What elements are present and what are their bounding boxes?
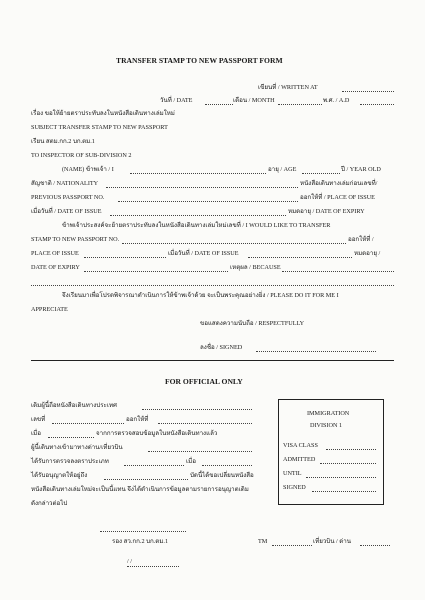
official-line-5-field[interactable]	[124, 465, 184, 466]
new-date-of-issue-label: เมื่อวันที่ / DATE OF ISSUE	[168, 250, 239, 257]
date-label: วันที่ / DATE	[160, 97, 193, 104]
official-line-7: หนังสือเดินทางเล่มใหม่จะเป็นนี้แทน จึงได้ดำเนินการข้อมูลตามรายการอนุญาตเดิม	[31, 486, 249, 493]
date-field[interactable]	[205, 104, 233, 105]
new-passport-issued-at-label: ออกให้ที่ /	[348, 236, 374, 243]
official-line-4-field[interactable]	[148, 451, 252, 452]
official-line-5-when: เมื่อ	[186, 458, 196, 465]
until-label: UNTIL	[283, 470, 302, 477]
new-expiry-thai-label: หมดอายุ /	[354, 250, 381, 257]
previous-passport-thai-label: หนังสือเดินทางเล่มก่อนเลขที่/	[300, 180, 378, 187]
subject-thai: เรื่อง ขอให้ย้ายตราประทับลงในหนังสือเดินทางเล่มใหม่	[31, 110, 175, 117]
tm-field[interactable]	[272, 545, 312, 546]
box-signed-field[interactable]	[312, 491, 376, 492]
subject-english: SUBJECT TRANSFER STAMP TO NEW PASSPORT	[31, 124, 168, 131]
please-statement: จึงเรียนมาเพื่อโปรดพิจารณาดำเนินการให้ข้าพเจ้าด้วย จะเป็นพระคุณอย่างยิ่ง / PLEASE DO IT FOR ME I	[62, 292, 339, 299]
age-label: อายุ / AGE	[268, 166, 297, 173]
visa-class-label: VISA CLASS	[283, 442, 318, 449]
officer-title: รอง สว.กก.2 บก.ตม.1	[112, 538, 169, 545]
immigration-box-division: DIVISION 1	[310, 422, 343, 429]
official-line-2-number: เลขที่	[31, 416, 46, 423]
official-line-3-when: เมื่อ	[31, 430, 41, 437]
official-line-2-number-field[interactable]	[52, 423, 124, 424]
date-of-expiry-label: หมดอายุ / DATE OF EXPIRY	[288, 208, 365, 215]
section-divider	[31, 360, 394, 361]
date-of-issue-field[interactable]	[110, 215, 286, 216]
place-of-issue-label: ออกให้ที่ / PLACE OF ISSUE	[300, 194, 375, 201]
official-date-field[interactable]: / /	[127, 558, 179, 567]
to-thai: เรียน สตม.กก.2 บก.ตม.1	[31, 138, 95, 145]
admitted-label: ADMITTED	[283, 456, 316, 463]
until-field[interactable]	[306, 477, 376, 478]
new-place-of-issue-field[interactable]	[84, 257, 166, 258]
written-at-label: เขียนที่ / WRITTEN AT	[258, 84, 318, 91]
official-line-5-when-field[interactable]	[202, 465, 252, 466]
request-statement: ข้าพเจ้าประสงค์จะย้ายตราประทับลงในหนังสือเดินทางเล่มใหม่เลขที่ / I WOULD LIKE TO TRANSFER	[62, 222, 331, 229]
age-field[interactable]	[302, 173, 340, 174]
flight-checkpoint-field[interactable]	[360, 545, 390, 546]
official-line-3-checked: จากการตรวจสอบข้อมูลในหนังสือเดินทางแล้ว	[96, 430, 218, 437]
official-title: FOR OFFICIAL ONLY	[165, 377, 243, 386]
month-field[interactable]	[278, 104, 322, 105]
because-field-continued[interactable]	[31, 285, 394, 286]
year-old-label: ปี / YEAR OLD	[341, 166, 381, 173]
because-label: เหตุผล / BECAUSE	[230, 264, 281, 271]
new-date-of-issue-field[interactable]	[248, 257, 352, 258]
new-passport-field[interactable]	[122, 243, 346, 244]
signature-label: ลงชื่อ / SIGNED	[200, 344, 243, 351]
official-line-1: เดิมผู้นี้ถือหนังสือเดินทางประเทศ	[31, 402, 117, 409]
new-date-of-expiry-field[interactable]	[84, 271, 228, 272]
previous-passport-label: PREVIOUS PASSPORT NO.	[31, 194, 105, 201]
because-field[interactable]	[282, 271, 394, 272]
date-of-issue-label: เมื่อวันที่ / DATE OF ISSUE	[31, 208, 102, 215]
officer-signature-field[interactable]	[100, 531, 186, 532]
official-line-2-issued: ออกให้ที่	[126, 416, 149, 423]
official-line-6-permitted: ได้รับอนุญาตให้อยู่ถึง	[31, 472, 88, 479]
box-signed-label: SIGNED	[283, 484, 306, 491]
previous-passport-field[interactable]	[118, 201, 298, 202]
nationality-label: สัญชาติ / NATIONALITY	[31, 180, 99, 187]
year-label: พ.ศ. / A.D	[323, 97, 350, 104]
name-label: (NAME) ข้าพเจ้า / I	[62, 166, 114, 173]
official-line-2-issued-field[interactable]	[158, 423, 252, 424]
official-line-3-when-field[interactable]	[48, 437, 94, 438]
new-place-of-issue-label: PLACE OF ISSUE	[31, 250, 79, 257]
to-english: TO INSPECTOR OF SUB-DIVISION 2	[31, 152, 132, 159]
month-label: เดือน / MONTH	[233, 97, 275, 104]
nationality-field[interactable]	[106, 187, 298, 188]
signature-field[interactable]	[256, 351, 376, 352]
written-at-field[interactable]	[342, 91, 394, 92]
appreciate-text: APPRECIATE	[31, 306, 68, 313]
immigration-box-title: IMMIGRATION	[307, 410, 350, 417]
visa-class-field[interactable]	[326, 449, 376, 450]
new-date-of-expiry-label: DATE OF EXPIRY	[31, 264, 80, 271]
official-line-1-field[interactable]	[142, 409, 252, 410]
official-line-4: ผู้นี้เดินทางเข้ามาทางด่าน/เที่ยวบิน	[31, 444, 123, 451]
official-line-6-permitted-field[interactable]	[104, 479, 188, 480]
official-line-6-change: บัดนี้ได้ขอเปลี่ยนหนังสือ	[190, 472, 254, 479]
admitted-field[interactable]	[320, 463, 376, 464]
name-field[interactable]	[130, 173, 266, 174]
official-line-5: ได้รับการตรวจลงตราประเภท	[31, 458, 109, 465]
flight-checkpoint-label: เที่ยวบิน / ด่าน	[313, 538, 351, 545]
official-line-8: ดังกล่าวต่อไป	[31, 500, 68, 507]
form-title: TRANSFER STAMP TO NEW PASSPORT FORM	[116, 56, 283, 65]
tm-label: TM	[258, 538, 268, 545]
new-passport-label: STAMP TO NEW PASSPORT NO.	[31, 236, 120, 243]
year-field[interactable]	[360, 104, 394, 105]
respectfully-text: ขอแสดงความนับถือ / RESPECTFULLY	[200, 320, 305, 327]
